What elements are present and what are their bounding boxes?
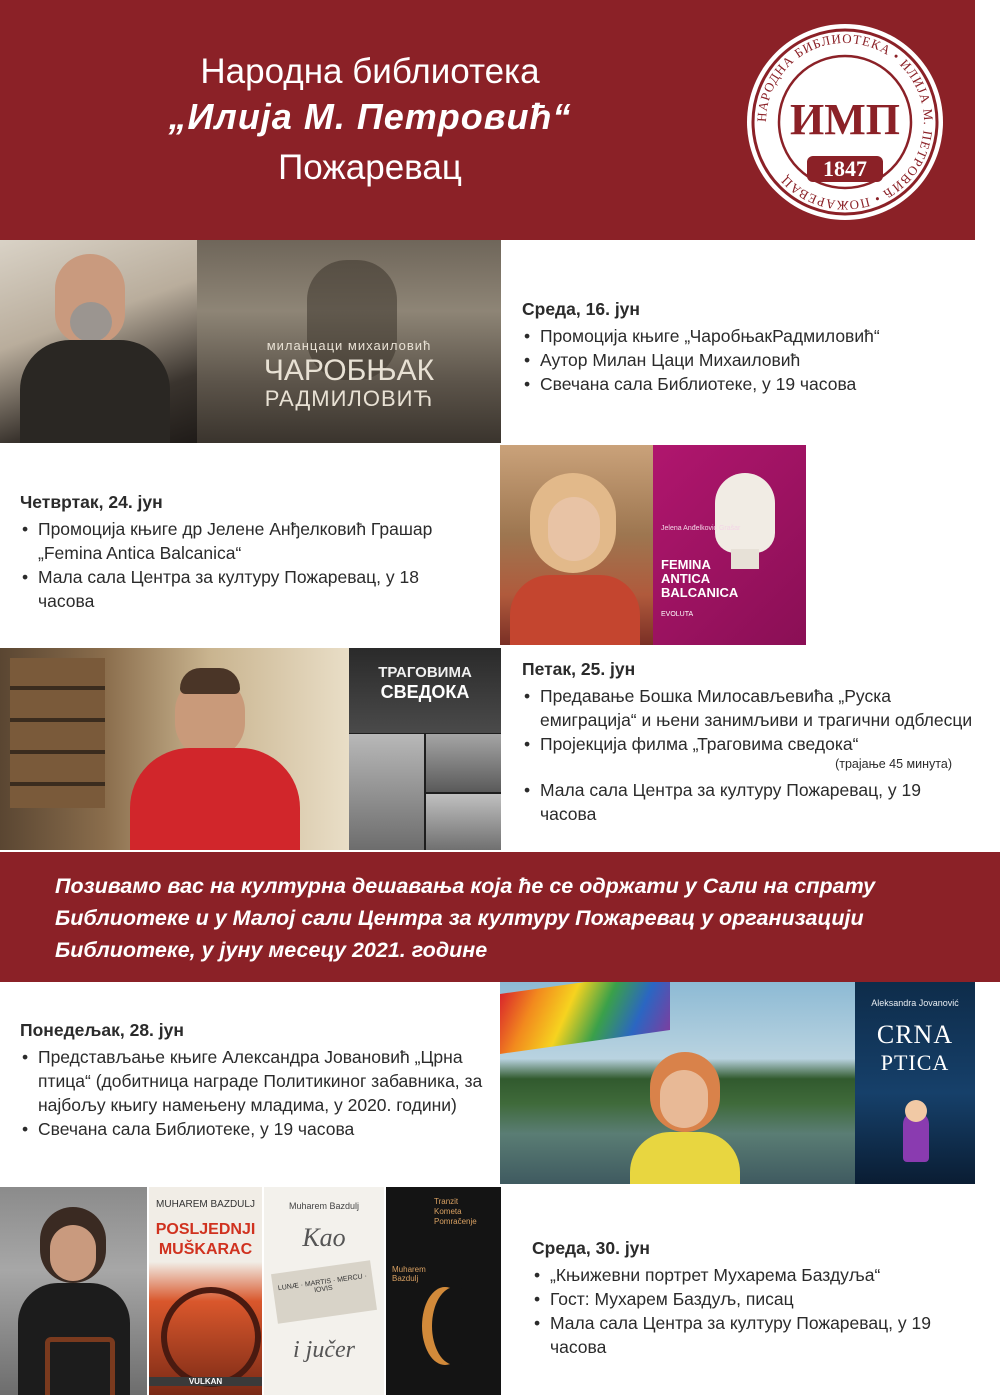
book-cover-tranzit-kometa — [386, 1187, 501, 1395]
event-item: • Свечана сала Библиотеке, у 19 часова — [522, 372, 982, 396]
cover-title-line1: CRNA — [876, 1020, 954, 1049]
author-photo-jelena-andjelkovic — [500, 445, 653, 645]
event-block-3 — [522, 657, 982, 826]
book-cover-posljednji-muskarac — [149, 1187, 262, 1395]
event-item: • Свечана сала Библиотеке, у 19 часова — [20, 1117, 490, 1141]
cover-author: миланцаци михаиловић — [266, 338, 432, 353]
book-cover-carobnjak-radmilovic — [197, 240, 501, 443]
invitation-text: Позивамо вас на културна дешавања која ће се одржати у Сали на спрату Библиотеке и у Малој сали Центра за културу Пожаревац у организацији Библиотеке, у јуну месецу 2021. године — [55, 874, 876, 962]
cover-title-line2: i jučer — [293, 1337, 355, 1363]
event-block-1 — [522, 297, 982, 396]
film-poster-tragovima-svedoka — [349, 648, 501, 850]
library-city: Пожаревац — [278, 148, 462, 187]
book-cover-femina-antica-balcanica — [653, 445, 806, 645]
event-item: • Промоција књиге „ЧаробњакРадмиловић“ — [522, 324, 982, 348]
header-edge-strip — [975, 0, 1000, 240]
event-item: • Представљање књиге Александра Јовановић „Црна птица“ (добитница награде Политикиног забавника, за најбољу књигу намењену младима, у 2020. години) — [20, 1045, 490, 1117]
event-day: Понедељак, 28. јун — [20, 1020, 184, 1040]
logo-monogram: ИМП — [790, 95, 900, 144]
cover-title-line1: Kao — [302, 1223, 346, 1252]
book-cover-kao-i-jucer — [264, 1187, 384, 1395]
cover-author: Jelena Anđelković Grašar — [661, 525, 741, 532]
event-block-2 — [20, 490, 480, 613]
cover-title-line2: Kometa — [434, 1207, 462, 1216]
photo-girl-with-kite — [500, 982, 855, 1184]
cover-publisher: VULKAN — [149, 1377, 262, 1386]
cover-title-line2: MUŠKARAC — [158, 1241, 253, 1258]
event-item: • Мала сала Центра за културу Пожаревац, у 19 часова — [522, 778, 982, 826]
event-block-5 — [532, 1236, 982, 1359]
event-item: • Пројекција филма „Траговима сведока“ — [522, 732, 982, 756]
author-photo-milan-michailovic — [0, 240, 197, 443]
event-day: Среда, 30. јун — [532, 1238, 650, 1258]
cover-title-line2: ANTICA — [661, 571, 711, 586]
event-block-4 — [20, 1018, 490, 1141]
book-cover-crna-ptica — [855, 982, 975, 1184]
event-item: • Гост: Мухарем Баздуљ, писац — [532, 1287, 982, 1311]
event-item: • Предавање Бошка Милосављевића „Руска емиграција“ и њени занимљиви и трагични одблесци — [522, 684, 982, 732]
poster-title-line1: ТРАГОВИМА — [378, 664, 472, 681]
event-day: Среда, 16. јун — [522, 299, 640, 319]
film-duration-note: (трајање 45 минута) — [835, 757, 952, 771]
event-item: • Мала сала Центра за културу Пожаревац, у 19 часова — [532, 1311, 982, 1359]
library-name: Народна библиотека — [200, 52, 540, 91]
cover-inscription: LUNÆ · MARTIS · MERCU · IOVIS — [277, 1272, 368, 1295]
cover-title-line3: BALCANICA — [661, 585, 739, 600]
cover-title-line2: PTICA — [880, 1050, 950, 1075]
event-item: • Мала сала Центра за културу Пожаревац, у 18 часова — [20, 565, 480, 613]
event-day: Петак, 25. јун — [522, 659, 636, 679]
event-item: • Аутор Милан Цаци Михаиловић — [522, 348, 982, 372]
cover-title-line1: POSLJEDNJI — [155, 1221, 256, 1238]
cover-title-line3: Pomračenje — [434, 1217, 477, 1226]
event-item: • „Књижевни портрет Мухарема Баздуља“ — [532, 1263, 982, 1287]
event-day: Четвртак, 24. јун — [20, 492, 163, 512]
library-title: „Илија М. Петровић“ — [168, 96, 572, 137]
cover-title-line1: ЧАРОБЊАК — [263, 354, 435, 387]
cover-title-line2: РАДМИЛОВИЋ — [264, 386, 434, 411]
library-logo — [745, 22, 945, 222]
cover-author: Aleksandra Jovanović — [871, 998, 959, 1008]
cover-publisher: EVOLUTA — [661, 611, 694, 618]
cover-author: Muharem Bazdulj — [392, 1265, 426, 1283]
poster-title-line2: СВЕДОКА — [380, 682, 470, 702]
event-item: • Промоција књиге др Јелене Анђелковић Грашар „Femina Antica Balcanica“ — [20, 517, 480, 565]
cover-title-line1: Tranzit — [434, 1197, 459, 1206]
logo-year: 1847 — [823, 156, 867, 181]
invitation-banner — [0, 852, 1000, 982]
cover-author: Muharem Bazdulj — [288, 1201, 360, 1211]
cover-title-line1: FEMINA — [661, 557, 711, 572]
author-photo-bosko-milosavljevic — [0, 648, 349, 850]
logo-ring-text: НАРОДНА БИБЛИОТЕКА • ИЛИЈА М. ПЕТРОВИЋ • ПОЖАРЕВАЦ — [753, 30, 937, 214]
cover-author: MUHAREM BAZDULJ — [156, 1199, 255, 1210]
author-photo-muharem-bazdulj — [0, 1187, 147, 1395]
photo-edge-strip — [975, 982, 1000, 1184]
